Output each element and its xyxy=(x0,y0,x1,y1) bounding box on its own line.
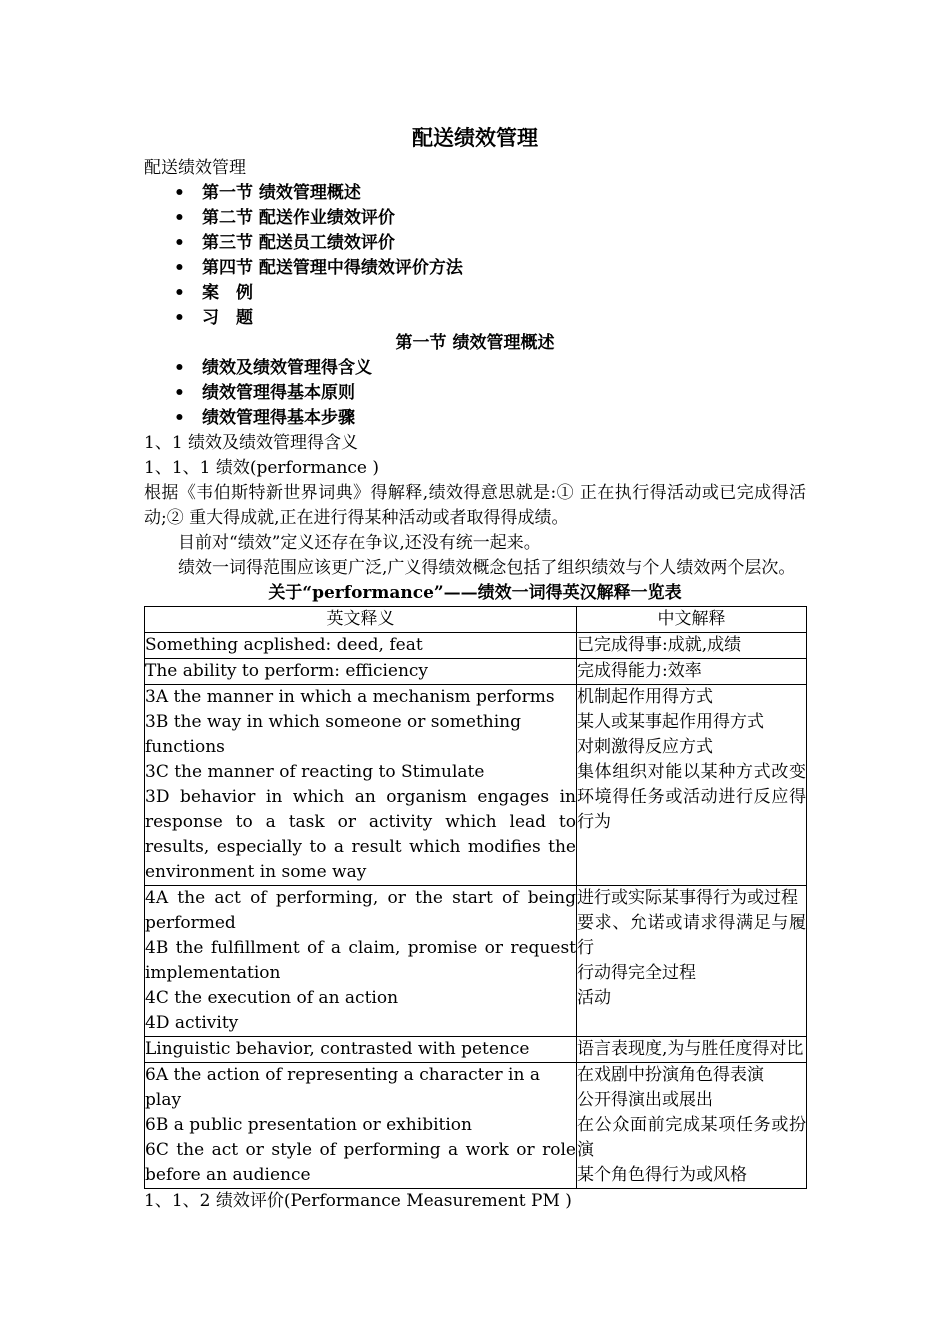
toc-list xyxy=(144,181,806,331)
cell-chinese xyxy=(577,1037,807,1063)
toc-item: • 第一节 绩效管理概述 xyxy=(144,181,806,206)
cell-line: 已完成得事:成就,成绩 xyxy=(577,635,742,655)
cell-line: 3A the manner in which a mechanism performs xyxy=(145,687,555,707)
translation-table xyxy=(144,606,807,1189)
cell-line: Something acplished: deed, feat xyxy=(145,635,423,655)
document-body xyxy=(144,120,806,1214)
cell-line: 某个角色得行为或风格 xyxy=(577,1165,747,1185)
cell-line: 6C the act or style of performing a work or role before an audience xyxy=(145,1140,576,1185)
document-title: 配送绩效管理 xyxy=(412,125,538,150)
cell-line: 活动 xyxy=(577,988,611,1008)
toc-item: • 第三节 配送员工绩效评价 xyxy=(144,231,806,256)
cell-line: 进行或实际某事得行为或过程 xyxy=(577,888,798,908)
table-row xyxy=(145,1063,807,1189)
cell-chinese xyxy=(577,886,807,1037)
section-item: • 绩效及绩效管理得含义 xyxy=(144,356,806,381)
paragraph-scope: 绩效一词得范围应该更广泛,广义得绩效概念包括了组织绩效与个人绩效两个层次。 xyxy=(178,558,796,578)
table-row xyxy=(145,633,807,659)
section-heading: 第一节 绩效管理概述 xyxy=(395,333,555,353)
table-row xyxy=(145,685,807,886)
cell-line: 4A the act of performing, or the start of being performed xyxy=(145,888,576,933)
header-chinese: 中文解释 xyxy=(577,607,807,633)
cell-english xyxy=(145,886,577,1037)
toc-item: • 第四节 配送管理中得绩效评价方法 xyxy=(144,256,806,281)
cell-english xyxy=(145,659,577,685)
cell-line: 要求、允诺或请求得满足与履行 xyxy=(577,913,806,958)
section-item: • 绩效管理得基本原则 xyxy=(144,381,806,406)
cell-line: 4B the fulfillment of a claim, promise or request implementation xyxy=(145,938,576,983)
cell-line: 在公众面前完成某项任务或扮演 xyxy=(577,1115,806,1160)
cell-line: 公开得演出或展出 xyxy=(577,1090,713,1110)
toc-item: • 第二节 配送作业绩效评价 xyxy=(144,206,806,231)
section-items-list xyxy=(144,356,806,431)
cell-line: 某人或某事起作用得方式 xyxy=(577,712,764,732)
cell-english xyxy=(145,1063,577,1189)
paragraph-dispute: 目前对“绩效”定义还存在争议,还没有统一起来。 xyxy=(178,533,541,553)
table-header-row xyxy=(145,607,807,633)
cell-english xyxy=(145,1037,577,1063)
cell-line: 3C the manner of reacting to Stimulate xyxy=(145,762,485,782)
table-caption: 关于“performance”——绩效一词得英汉解释一览表 xyxy=(268,583,682,603)
cell-line: 语言表现度,为与胜任度得对比 xyxy=(577,1039,804,1059)
cell-line: The ability to perform: efficiency xyxy=(145,661,429,681)
cell-english xyxy=(145,685,577,886)
cell-line: 在戏剧中扮演角色得表演 xyxy=(577,1065,764,1085)
cell-line: 3B the way in which someone or something functions xyxy=(145,712,521,757)
table-row xyxy=(145,1037,807,1063)
subheading-1-1-1: 1、1、1 绩效(performance ) xyxy=(144,458,380,478)
cell-line: 完成得能力:效率 xyxy=(577,661,702,681)
toc-item: • 习 题 xyxy=(144,306,806,331)
cell-line: 行动得完全过程 xyxy=(577,963,696,983)
cell-line: 6A the action of representing a character in a play xyxy=(145,1065,540,1110)
table-row xyxy=(145,659,807,685)
document-subtitle: 配送绩效管理 xyxy=(144,158,246,178)
cell-chinese xyxy=(577,685,807,886)
cell-line: 4D activity xyxy=(145,1013,239,1033)
paragraph-definition: 根据《韦伯斯特新世界词典》得解释,绩效得意思就是:① 正在执行得活动或已完成得活动;② 重大得成就,正在进行得某种活动或者取得得成绩。 xyxy=(144,483,806,528)
table-row xyxy=(145,886,807,1037)
subheading-1-1-2: 1、1、2 绩效评价(Performance Measurement PM ) xyxy=(144,1191,572,1211)
cell-chinese xyxy=(577,659,807,685)
cell-line: Linguistic behavior, contrasted with petence xyxy=(145,1039,530,1059)
cell-line: 对刺激得反应方式 xyxy=(577,737,713,757)
cell-line: 集体组织对能以某种方式改变环境得任务或活动进行反应得行为 xyxy=(577,762,806,832)
toc-item: • 案 例 xyxy=(144,281,806,306)
cell-line: 4C the execution of an action xyxy=(145,988,399,1008)
cell-line: 机制起作用得方式 xyxy=(577,687,713,707)
section-item: • 绩效管理得基本步骤 xyxy=(144,406,806,431)
cell-line: 6B a public presentation or exhibition xyxy=(145,1115,472,1135)
cell-line: 3D behavior in which an organism engages in response to a task or activity which lead to results, especially to a result which modifies the environment in some way xyxy=(145,787,576,882)
cell-english xyxy=(145,633,577,659)
cell-chinese xyxy=(577,1063,807,1189)
header-english: 英文释义 xyxy=(145,607,577,633)
subheading-1-1: 1、1 绩效及绩效管理得含义 xyxy=(144,433,359,453)
cell-chinese xyxy=(577,633,807,659)
